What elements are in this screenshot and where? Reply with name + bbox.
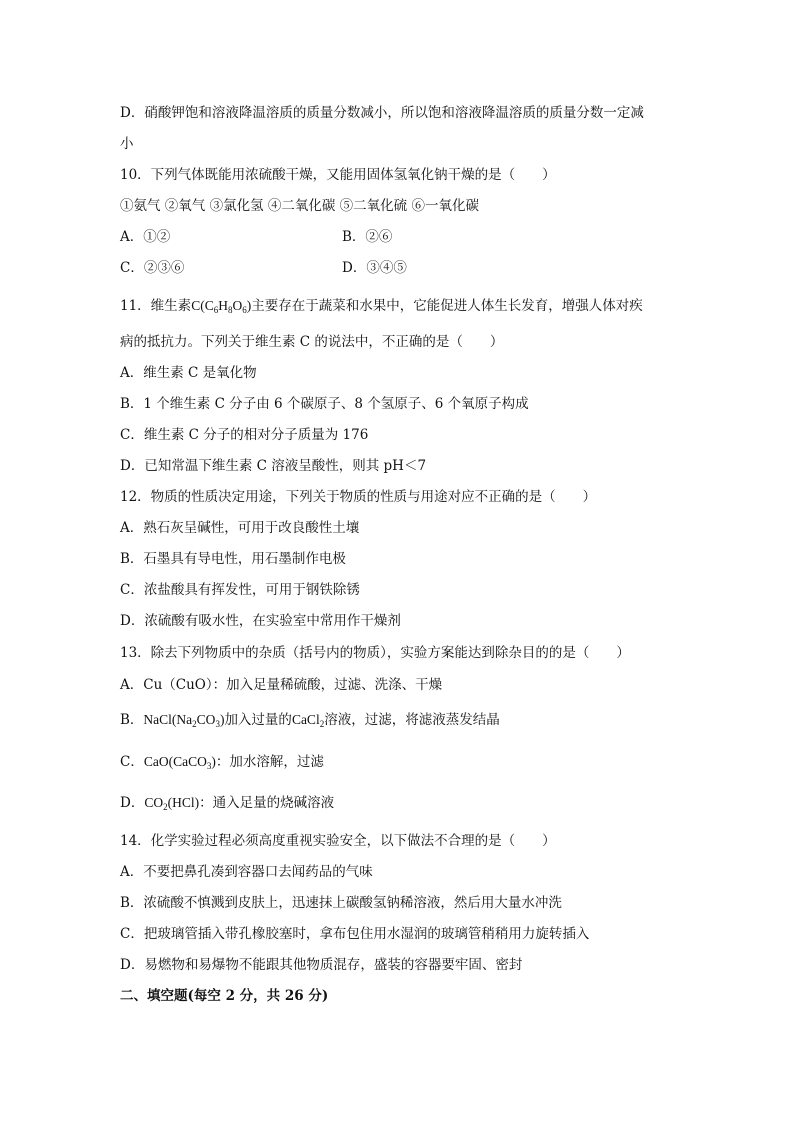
q11-option-b: B．1 个维生素 C 分子由 6 个碳原子、8 个氢原子、6 个氧原子构成 xyxy=(120,396,529,412)
q13-option-d: D．$CO_2(HCl)$：通入足量的烧碱溶液 xyxy=(120,795,335,812)
q10-option-c: C．②③⑥ xyxy=(120,260,185,276)
q12-option-d: D．浓硫酸有吸水性，在实验室中常用作干燥剂 xyxy=(120,613,401,629)
q10-option-d: D．③④⑤ xyxy=(342,260,407,276)
q14-option-d: D．易燃物和易爆物不能跟其他物质混存，盛装的容器要牢固、密封 xyxy=(120,957,523,973)
q11-stem-pre: 11．维生素 xyxy=(120,298,192,314)
q11-stem-post: 主要存在于蔬菜和水果中，它能促进人体生长发育，增强人体对疾 xyxy=(251,298,643,314)
q14-option-c: C．把玻璃管插入带孔橡胶塞时，拿布包住用水湿润的玻璃管稍稍用力旋转插入 xyxy=(120,926,590,942)
q9-option-d-line2: 小 xyxy=(120,136,134,152)
q11-option-c: C．维生素 C 分子的相对分子质量为 176 xyxy=(120,427,369,443)
q13-option-b: B．$NaCl(Na_2CO_3)$加入过量的CaCl$_2$溶液，过滤，将滤液蒸发结晶 xyxy=(120,712,500,729)
q11-formula: $C(C_6H_8O_6)$ xyxy=(191,298,252,315)
q14-option-a: A．不要把鼻孔凑到容器口去闻药品的气味 xyxy=(120,864,373,880)
q13-b-reagent: CaCl$_2$ xyxy=(291,712,325,729)
q12-option-a: A．熟石灰呈碱性，可用于改良酸性土壤 xyxy=(120,520,360,536)
q10-stem: 10．下列气体既能用浓硫酸干燥，又能用固体氢氧化钠干燥的是（ ） xyxy=(120,167,556,183)
q9-option-d-line1: D．硝酸钾饱和溶液降温溶质的质量分数减小，所以饱和溶液降温溶质的质量分数一定减 xyxy=(120,105,644,121)
q13-c-formula: CaO(CaCO$_3$) xyxy=(143,754,216,771)
q14-stem: 14．化学实验过程必须高度重视实验安全，以下做法不合理的是（ ） xyxy=(120,833,556,849)
q13-stem: 13．除去下列物质中的杂质（括号内的物质），实验方案能达到除杂目的的是（ ） xyxy=(120,645,630,661)
q11-option-a: A．维生素 C 是氧化物 xyxy=(120,365,257,381)
q12-option-c: C．浓盐酸具有挥发性，可用于钢铁除锈 xyxy=(120,582,360,598)
q13-option-a: A．Cu（CuO）：加入足量稀硫酸，过滤、洗涤、干燥 xyxy=(120,677,443,693)
q12-stem: 12．物质的性质决定用途，下列关于物质的性质与用途对应不正确的是（ ） xyxy=(120,489,597,505)
q11-stem-line2: 病的抵抗力。下列关于维生素 C 的说法中，不正确的是（ ） xyxy=(120,334,504,350)
q13-option-c: C．CaO(CaCO$_3$)：加水溶解，过滤 xyxy=(120,754,324,771)
q14-option-b: B．浓硫酸不慎溅到皮肤上，迅速抹上碳酸氢钠稀溶液，然后用大量水冲洗 xyxy=(120,895,562,911)
q12-option-b: B．石墨具有导电性，用石墨制作电极 xyxy=(120,551,346,567)
q13-b-formula: $NaCl(Na_2CO_3)$ xyxy=(143,712,225,729)
q13-d-formula: $CO_2(HCl)$ xyxy=(144,795,200,812)
q11-stem-line1 xyxy=(120,297,643,319)
q10-items: ①氨气 ②氧气 ③氯化氢 ④二氧化碳 ⑤二氧化硫 ⑥一氧化碳 xyxy=(120,198,479,214)
q10-option-a: A．①② xyxy=(120,229,171,245)
section-2-heading: 二、填空题(每空 2 分，共 26 分) xyxy=(120,988,329,1004)
q11-option-d: D．已知常温下维生素 C 溶液呈酸性，则其 pH＜7 xyxy=(120,458,427,474)
q10-option-b: B．②⑥ xyxy=(342,229,393,245)
